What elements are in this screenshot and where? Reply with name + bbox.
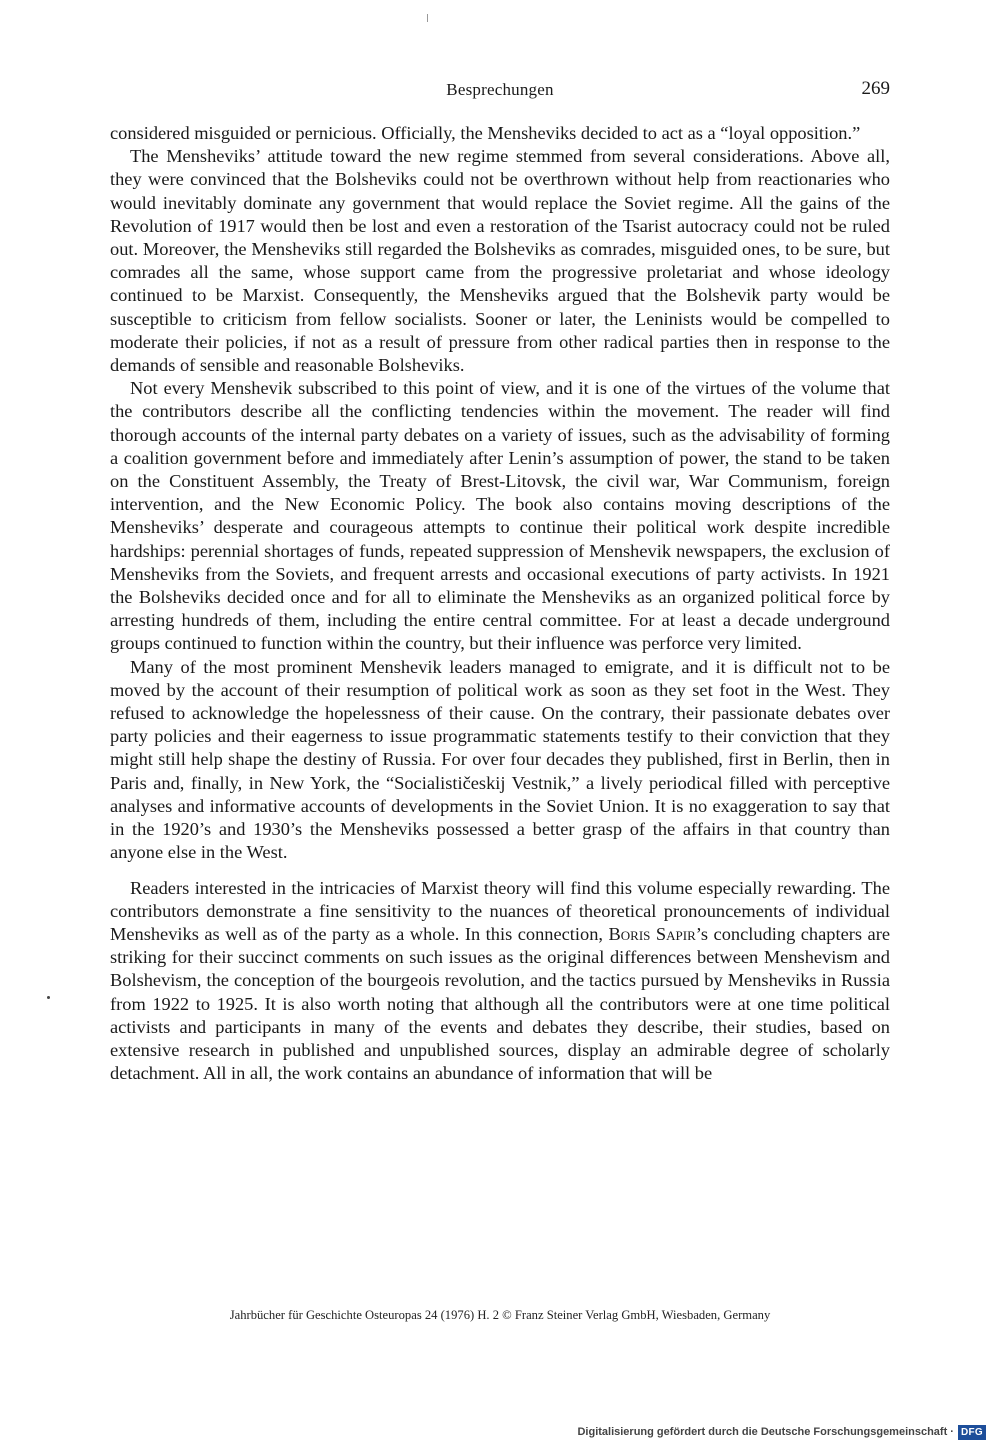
paragraph-5 xyxy=(110,877,890,1086)
running-head xyxy=(110,80,890,104)
paragraph-5-lead: Readers interested in the intricacies of Marxist theory will find this volume especially rewarding. The contributors demonstrate a fine sensitivity to the nuances of theoretical pronouncements of individual Mensheviks as well as of the party as a whole. In this connection, xyxy=(110,877,890,944)
page-number: 269 xyxy=(861,78,890,99)
journal-citation: Jahrbücher für Geschichte Osteuropas 24 (1976) H. 2 © Franz Steiner Verlag GmbH, Wiesbaden, Germany xyxy=(229,1308,771,1322)
paragraph-2: The Mensheviks’ attitude toward the new regime stemmed from several considerations. Above all, they were convinced that the Bolsheviks could not be overthrown without help from reactionaries who would inevitably dominate any government that would replace the Soviet regime. All the gains of the Revolution of 1917 would then be lost and even a restoration of the Tsarist autocracy could not be ruled out. Moreover, the Mensheviks still regarded the Bolsheviks as comrades, misguided ones, to be sure, but comrades all the same, whose support came from the progressive proletariat and whose ideology continued to be Marxist. Consequently, the Mensheviks argued that the Bolshevik party would be susceptible to criticism from fellow socialists. Sooner or later, the Leninists would be compelled to moderate their policies, if not as a result of pressure from other radical parties then in response to the demands of sensible and reasonable Bolsheviks. xyxy=(110,146,890,376)
paragraph-4: Many of the most prominent Menshevik leaders managed to emigrate, and it is difficult not to be moved by the account of their resumption of political work as soon as they set foot in the West. They refused to acknowledge the hopelessness of their cause. On the contrary, their passionate debates over party policies and their eagerness to issue programmatic statements testify to their conviction that they might still help shape the destiny of Russia. For over four decades they published, first in Berlin, then in Paris and, finally, in New York, the “Socialističeskij Vestnik,” a lively periodical filled with perceptive analyses and informative accounts of developments in the Soviet Union. It is no exaggeration to say that in the 1920’s and 1930’s the Mensheviks possessed a better grasp of the affairs in that country than anyone else in the West. xyxy=(110,656,890,863)
running-title: Besprechungen xyxy=(446,80,554,99)
dfg-logo-icon: DFG xyxy=(958,1425,986,1440)
digitization-notice xyxy=(577,1424,986,1440)
paragraph-3: Not every Menshevik subscribed to this point of view, and it is one of the virtues of the volume that the contributors describe all the conflicting tendencies within the movement. The reader will find thorough accounts of the internal party debates on a variety of issues, such as the advisability of forming a coalition government before and immediately after Lenin’s assumption of power, the stand to be taken on the Constituent Assembly, the Treaty of Brest-Litovsk, the civil war, War Communism, foreign intervention, and the New Economic Policy. The book also contains moving descriptions of the Mensheviks’ desperate and courageous attempts to continue their political work despite incredible hardships: perennial shortages of funds, repeated suppression of Menshevik newspapers, the exclusion of Mensheviks from the Soviets, and frequent arrests and occasional executions of party activists. In 1921 the Bolsheviks decided once and for all to eliminate the Mensheviks as an organized political force by arresting hundreds of them, including the entire central committee. For at least a decade underground groups continued to function within the country, but their influence was perforce very limited. xyxy=(110,378,890,654)
paragraph-5-rest: ’s concluding chapters are striking for their succinct comments on such issues as the original differences between Menshevism and Bolshevism, the conception of the bourgeois revolution, and the tactics pursued by Mensheviks in Russia from 1922 to 1925. It is also worth noting that although all the contributors were at one time political activists and participants in many of the events and debates they describe, their studies, based on extensive research in published and unpublished sources, display an admirable degree of scholarly detachment. All in all, the work contains an abundance of information that will be xyxy=(110,923,890,1084)
margin-speck xyxy=(47,996,50,999)
digitization-text: Digitalisierung gefördert durch die Deutsche Forschungsgemeinschaft · xyxy=(577,1426,954,1438)
paragraph-1: considered misguided or pernicious. Officially, the Mensheviks decided to act as a “loyal opposition.” xyxy=(110,123,861,143)
author-name: Boris Sapir xyxy=(608,923,696,944)
article-body xyxy=(110,122,890,1085)
scan-mark xyxy=(427,14,428,22)
